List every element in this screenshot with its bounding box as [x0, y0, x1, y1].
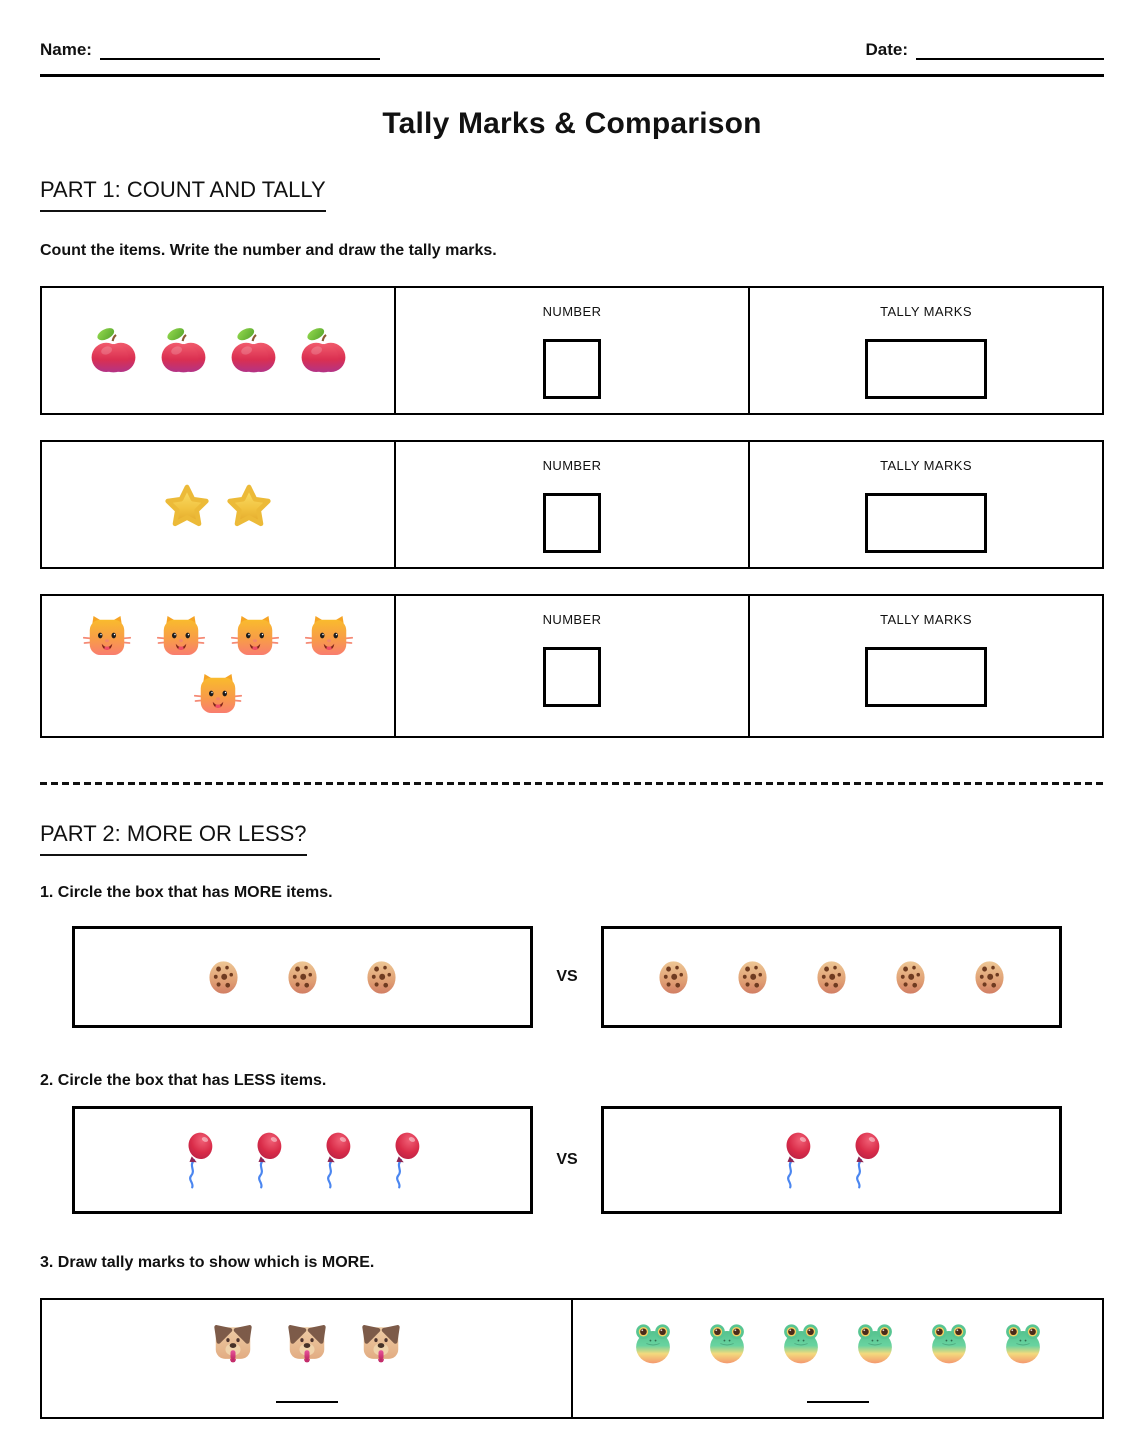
- tally-compare-box: [40, 1298, 1104, 1419]
- question-text: Draw tally marks to show which is: [57, 1254, 318, 1271]
- star-icon: [162, 480, 212, 530]
- name-label: Name:: [40, 40, 92, 59]
- item-cell: [42, 288, 394, 413]
- frog-icon: [998, 1320, 1048, 1367]
- question-text: Circle the box that has: [57, 884, 230, 901]
- item-cell: [42, 442, 394, 567]
- apple-icon: [156, 323, 211, 378]
- question-keyword: MORE: [321, 1254, 370, 1271]
- table-row: [40, 594, 1104, 738]
- tally-answer-box[interactable]: [865, 339, 987, 399]
- item-group-stars: [162, 480, 274, 530]
- question-2: [40, 1072, 1104, 1090]
- cookie-icon: [359, 954, 404, 1001]
- tally-column-label: TALLY MARKS: [880, 458, 972, 473]
- part1-table: [40, 286, 1104, 738]
- dog-icon: [284, 1320, 330, 1366]
- question-number: 2.: [40, 1072, 54, 1089]
- vs-label: VS: [556, 1151, 578, 1168]
- tally-answer-box[interactable]: [865, 493, 987, 553]
- dog-icon: [358, 1320, 404, 1366]
- cookie-icon: [730, 954, 775, 1001]
- frog-icon: [850, 1320, 900, 1367]
- header: [40, 40, 1104, 77]
- tally-blank-line-left[interactable]: [276, 1393, 338, 1403]
- cookie-icon: [888, 954, 933, 1001]
- part2-heading: PART 2: MORE OR LESS?: [40, 821, 307, 856]
- frog-icon: [776, 1320, 826, 1367]
- number-answer-box[interactable]: [543, 339, 601, 399]
- item-group-cats: [63, 613, 373, 719]
- frog-icon: [702, 1320, 752, 1367]
- number-column-label: NUMBER: [542, 612, 602, 627]
- balloon-icon: [322, 1130, 353, 1190]
- item-group-cookies-left: [201, 954, 404, 1001]
- comparison-box-right[interactable]: [601, 926, 1062, 1028]
- tally-column-label: TALLY MARKS: [880, 612, 972, 627]
- date-field: [865, 40, 1104, 60]
- number-cell: [394, 442, 748, 567]
- balloon-icon: [184, 1130, 215, 1190]
- table-row: [40, 440, 1104, 569]
- item-group-dogs: [210, 1320, 404, 1366]
- number-column-label: NUMBER: [542, 458, 602, 473]
- tally-answer-box[interactable]: [865, 647, 987, 707]
- star-icon: [224, 480, 274, 530]
- number-cell: [394, 288, 748, 413]
- apple-icon: [296, 323, 351, 378]
- table-row: [40, 286, 1104, 415]
- question-number: 1.: [40, 884, 54, 901]
- cat-icon: [194, 671, 242, 719]
- dog-icon: [210, 1320, 256, 1366]
- number-answer-box[interactable]: [543, 493, 601, 553]
- date-label: Date:: [865, 40, 908, 59]
- question-text: Circle the box that has: [57, 1072, 230, 1089]
- item-group-apples: [86, 323, 351, 378]
- balloon-icon: [782, 1130, 813, 1190]
- question-suffix: items.: [275, 1072, 327, 1089]
- question-1: [40, 884, 1104, 902]
- item-group-balloons-left: [184, 1130, 422, 1190]
- apple-icon: [86, 323, 141, 378]
- part1-instruction: Count the items. Write the number and draw the tally marks.: [40, 242, 497, 259]
- comparison-row-1: [72, 926, 1062, 1028]
- item-group-frogs: [628, 1320, 1048, 1367]
- name-input-line[interactable]: [100, 42, 380, 60]
- question-number: 3.: [40, 1254, 54, 1271]
- cat-icon: [305, 613, 353, 661]
- comparison-box-left[interactable]: [72, 1106, 533, 1214]
- tally-blank-line-right[interactable]: [807, 1393, 869, 1403]
- item-group-cookies-right: [651, 954, 1012, 1001]
- item-group-balloons-right: [782, 1130, 882, 1190]
- comparison-box-right[interactable]: [601, 1106, 1062, 1214]
- comparison-box-left[interactable]: [72, 926, 533, 1028]
- question-suffix: items.: [281, 884, 333, 901]
- number-column-label: NUMBER: [542, 304, 602, 319]
- number-cell: [394, 596, 748, 736]
- frog-icon: [924, 1320, 974, 1367]
- item-cell: [42, 596, 394, 736]
- tally-compare-right: [573, 1300, 1102, 1417]
- question-3: [40, 1254, 1104, 1272]
- tally-column-label: TALLY MARKS: [880, 304, 972, 319]
- question-keyword: MORE: [233, 884, 282, 901]
- name-field: [40, 40, 380, 60]
- balloon-icon: [851, 1130, 882, 1190]
- date-input-line[interactable]: [916, 42, 1104, 60]
- comparison-row-2: [72, 1106, 1062, 1214]
- number-answer-box[interactable]: [543, 647, 601, 707]
- tally-compare-left: [42, 1300, 573, 1417]
- cookie-icon: [201, 954, 246, 1001]
- balloon-icon: [391, 1130, 422, 1190]
- tally-cell: [748, 288, 1102, 413]
- tally-cell: [748, 442, 1102, 567]
- cookie-icon: [967, 954, 1012, 1001]
- cookie-icon: [651, 954, 696, 1001]
- page-title: Tally Marks & Comparison: [382, 107, 762, 140]
- part1-heading: PART 1: COUNT AND TALLY: [40, 177, 326, 212]
- cat-icon: [157, 613, 205, 661]
- question-suffix: .: [369, 1254, 375, 1271]
- frog-icon: [628, 1320, 678, 1367]
- question-keyword: LESS: [233, 1072, 276, 1089]
- cookie-icon: [809, 954, 854, 1001]
- balloon-icon: [253, 1130, 284, 1190]
- cat-icon: [83, 613, 131, 661]
- vs-label: VS: [556, 968, 578, 985]
- cat-icon: [231, 613, 279, 661]
- apple-icon: [226, 323, 281, 378]
- tally-cell: [748, 596, 1102, 736]
- cookie-icon: [280, 954, 325, 1001]
